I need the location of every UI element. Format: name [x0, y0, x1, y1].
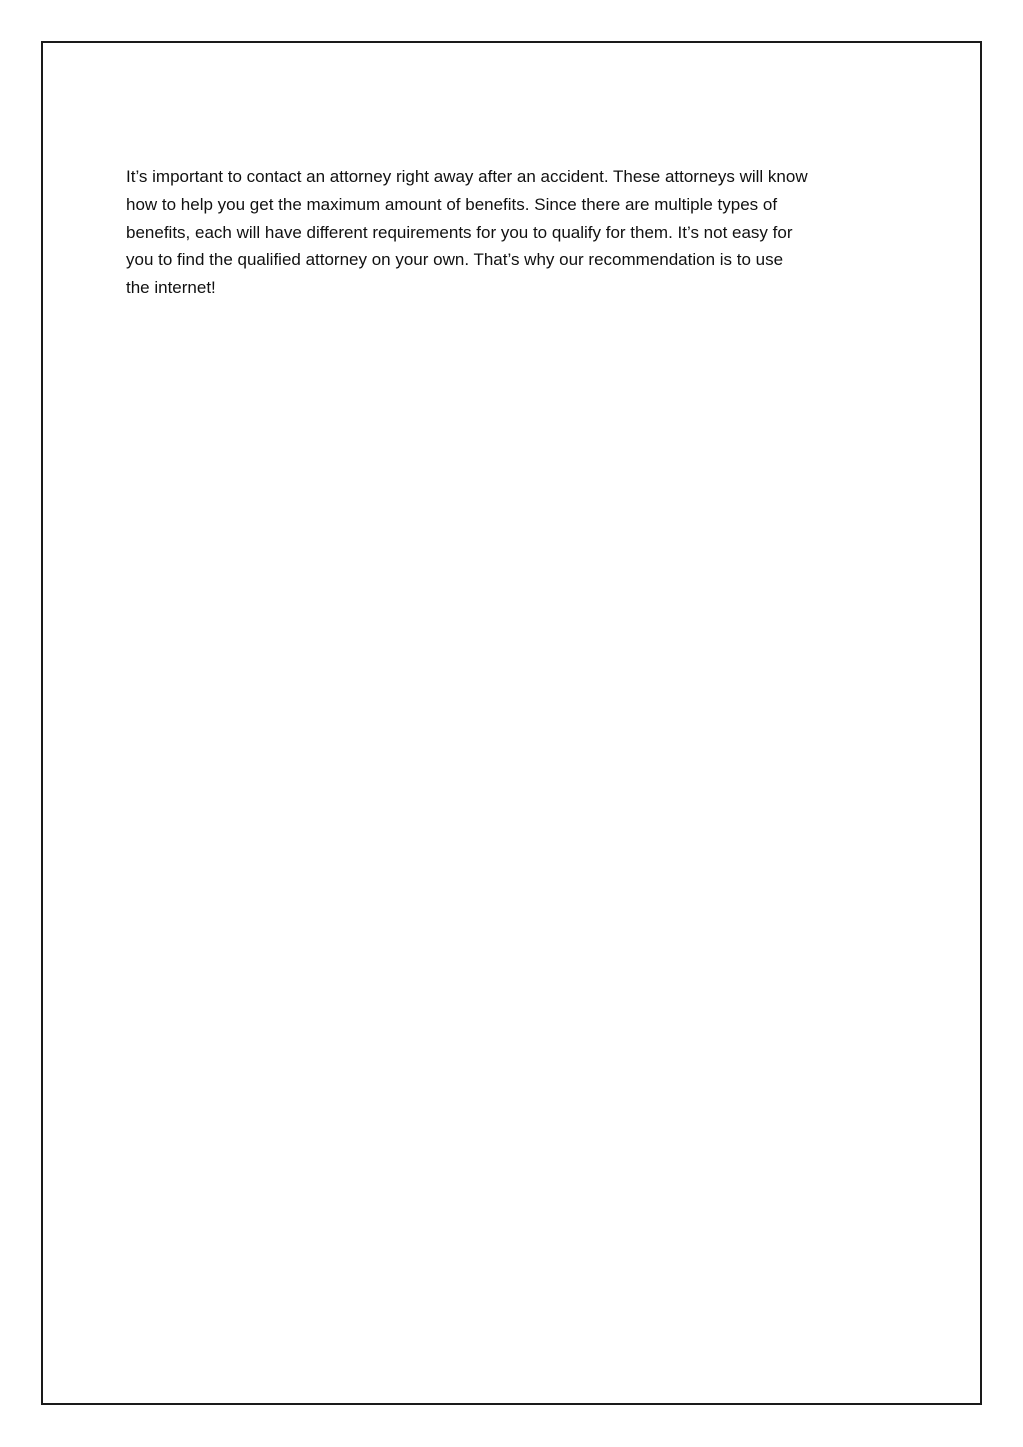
page-border: [41, 41, 982, 1405]
body-paragraph: [126, 163, 926, 302]
paragraph-line: It’s important to contact an attorney right away after an accident. These attorneys will know: [126, 167, 808, 186]
paragraph-line: how to help you get the maximum amount of benefits. Since there are multiple types of: [126, 194, 778, 214]
paragraph-line: benefits, each will have different requirements for you to qualify for them. It’s not easy for: [126, 222, 793, 242]
paragraph-line: you to find the qualified attorney on your own. That’s why our recommendation is to use: [126, 250, 784, 270]
paragraph-line: the internet!: [126, 278, 216, 298]
